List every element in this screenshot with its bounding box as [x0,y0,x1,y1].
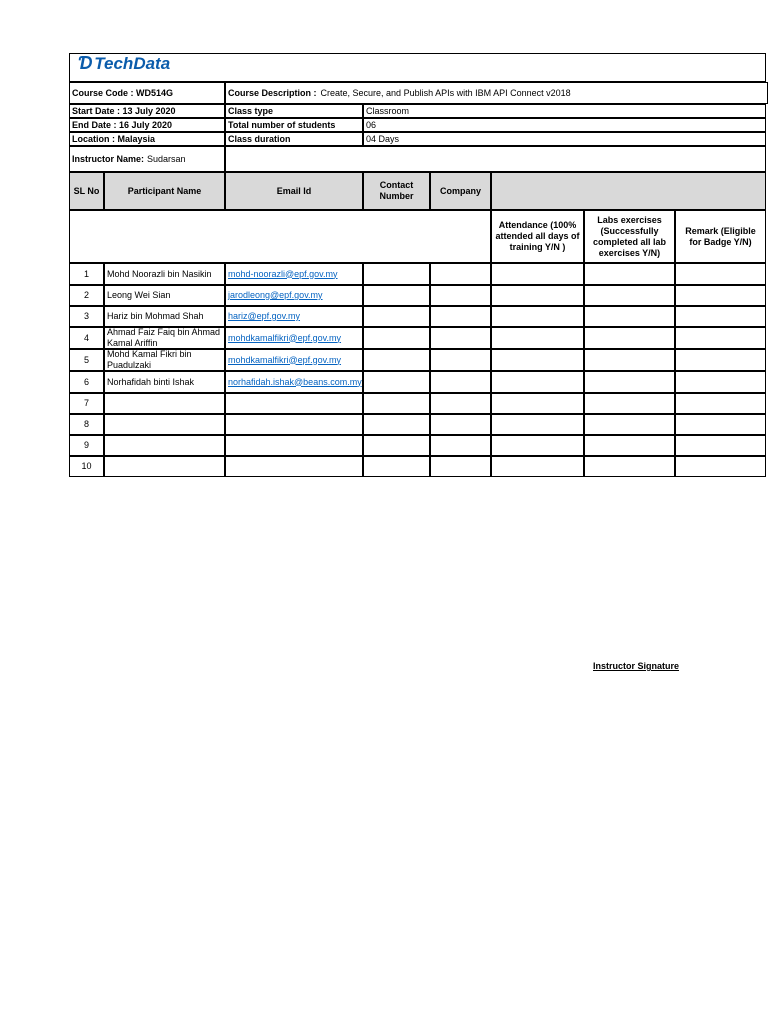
row-contact-cell [363,371,430,393]
end-date: End Date : 16 July 2020 [69,118,225,132]
row-contact-cell [363,393,430,414]
row-labs-cell [584,371,675,393]
course-description-value: Create, Secure, and Publish APIs with IBM API Connect v2018 [320,87,571,98]
row-remark-cell [675,285,766,306]
course-code: Course Code : WD514G [69,82,225,104]
row-attendance-cell [491,263,584,285]
row-attendance-cell [491,285,584,306]
row-company-cell [430,393,491,414]
row-sl-no: 8 [69,414,104,435]
class-type-label: Class type [225,104,363,118]
row-sl-no: 1 [69,263,104,285]
row-labs-cell [584,435,675,456]
row-email-link[interactable]: jarodleong@epf.gov.my [225,285,363,306]
row-sl-no: 3 [69,306,104,327]
row-participant-name: Hariz bin Mohmad Shah [104,306,225,327]
instructor-blank [225,146,766,172]
row-labs-cell [584,393,675,414]
row-attendance-cell [491,327,584,349]
row-participant-name: Mohd Noorazli bin Nasikin [104,263,225,285]
row-sl-no: 5 [69,349,104,371]
instructor-label: Instructor Name: [72,153,145,164]
row-sl-no: 4 [69,327,104,349]
header-company: Company [430,172,491,210]
location: Location : Malaysia [69,132,225,146]
techdata-logo [78,53,171,73]
row-remark-cell [675,306,766,327]
row-labs-cell [584,263,675,285]
header-contact-number: Contact Number [363,172,430,210]
row-email-link[interactable]: mohdkamalfikri@epf.gov.my [225,349,363,371]
row-sl-no: 6 [69,371,104,393]
course-description [225,82,768,104]
row-sl-no: 10 [69,456,104,477]
row-email-link [225,435,363,456]
row-remark-cell [675,456,766,477]
row-attendance-cell [491,306,584,327]
instructor-signature-label: Instructor Signature [593,661,680,671]
row-contact-cell [363,285,430,306]
row-company-cell [430,327,491,349]
logo-row [69,53,766,82]
row-remark-cell [675,435,766,456]
row-remark-cell [675,349,766,371]
students-label: Total number of students [225,118,363,132]
row-remark-cell [675,371,766,393]
techdata-logo-icon: Ɗ [78,53,93,73]
row-email-link [225,456,363,477]
row-participant-name: Norhafidah binti Ishak [104,371,225,393]
duration-value: 04 Days [363,132,766,146]
row-contact-cell [363,435,430,456]
header-participant-name: Participant Name [104,172,225,210]
row-attendance-cell [491,371,584,393]
row-attendance-cell [491,349,584,371]
row-labs-cell [584,414,675,435]
header-sl-no: SL No [69,172,104,210]
row-labs-cell [584,306,675,327]
row-participant-name [104,456,225,477]
row-labs-cell [584,349,675,371]
row-participant-name: Leong Wei Sian [104,285,225,306]
instructor-value: Sudarsan [147,153,186,164]
row-email-link[interactable]: norhafidah.ishak@beans.com.my [225,371,363,393]
row-email-link [225,414,363,435]
row-attendance-cell [491,393,584,414]
duration-label: Class duration [225,132,363,146]
row-labs-cell [584,285,675,306]
row-contact-cell [363,414,430,435]
row-sl-no: 9 [69,435,104,456]
start-date: Start Date : 13 July 2020 [69,104,225,118]
row-participant-name: Ahmad Faiz Faiq bin Ahmad Kamal Ariffin [104,327,225,349]
row-company-cell [430,285,491,306]
header-blank [491,172,766,210]
row-participant-name [104,435,225,456]
row-attendance-cell [491,456,584,477]
class-type-value: Classroom [363,104,766,118]
row-attendance-cell [491,414,584,435]
row-labs-cell [584,327,675,349]
row-remark-cell [675,263,766,285]
row-participant-name [104,414,225,435]
row-contact-cell [363,306,430,327]
row-sl-no: 2 [69,285,104,306]
row-remark-cell [675,327,766,349]
subheader-remark: Remark (Eligible for Badge Y/N) [675,210,766,263]
row-company-cell [430,435,491,456]
subheader-attendance: Attendance (100% attended all days of training Y/N ) [491,210,584,263]
subheader-blank [69,210,491,263]
header-email: Email Id [225,172,363,210]
row-attendance-cell [491,435,584,456]
row-sl-no: 7 [69,393,104,414]
row-contact-cell [363,263,430,285]
row-contact-cell [363,349,430,371]
row-participant-name [104,393,225,414]
row-company-cell [430,456,491,477]
row-email-link [225,393,363,414]
row-remark-cell [675,414,766,435]
students-value: 06 [363,118,766,132]
row-labs-cell [584,456,675,477]
course-description-label: Course Description : [228,87,317,98]
row-company-cell [430,371,491,393]
row-company-cell [430,414,491,435]
techdata-logo-text: TechData [94,54,171,73]
row-email-link[interactable]: mohd-noorazli@epf.gov.my [225,263,363,285]
row-company-cell [430,263,491,285]
row-email-link[interactable]: mohdkamalfikri@epf.gov.my [225,327,363,349]
instructor-name [69,146,225,172]
row-participant-name: Mohd Kamal Fikri bin Puadulzaki [104,349,225,371]
subheader-labs-exercises: Labs exercises (Successfully completed all lab exercises Y/N) [584,210,675,263]
row-contact-cell [363,327,430,349]
row-remark-cell [675,393,766,414]
row-email-link[interactable]: hariz@epf.gov.my [225,306,363,327]
row-company-cell [430,306,491,327]
row-company-cell [430,349,491,371]
row-contact-cell [363,456,430,477]
